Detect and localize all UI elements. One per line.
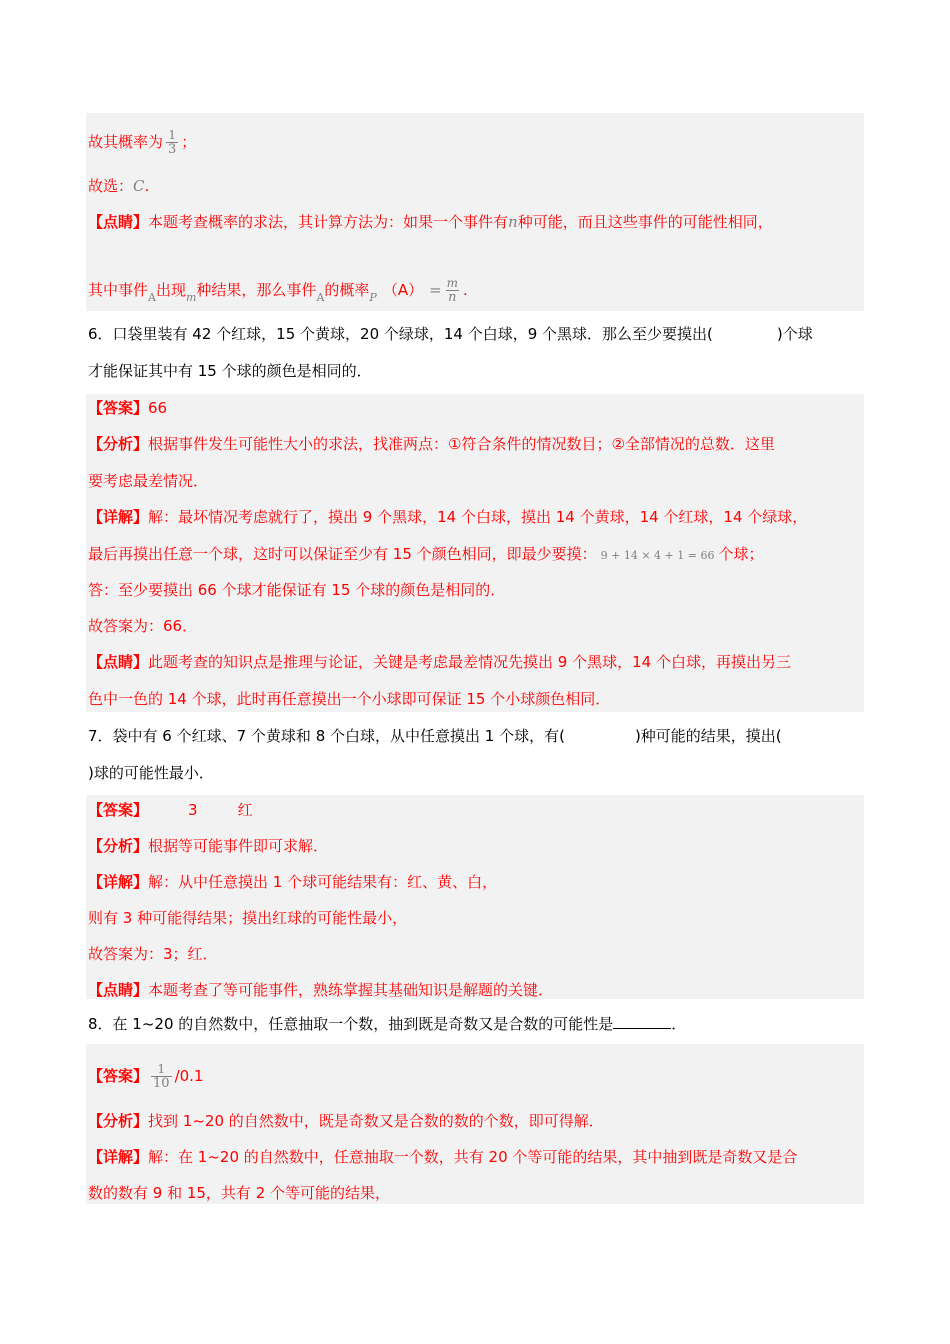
fraction-m-over-n: $\frac{m}{n}$	[446, 276, 459, 305]
q8-analysis-line: 【分析】找到 1~20 的自然数中，既是奇数又是合数的数的个数，即可得解．	[88, 1112, 604, 1130]
q6-detail-line-2: 最后再摸出任意一个球，这时可以保证至少有 15 个颜色相同，即最少要摸： 9 + 14 × 4 + 1 = 66 个球；	[88, 545, 764, 563]
q6-question-line-2: 才能保证其中有 15 个球的颜色是相同的．	[88, 362, 372, 380]
q7-answer-line: 【答案】 3 红	[88, 801, 253, 819]
q8-question-line: 8．在 1~20 的自然数中，任意抽取一个数，抽到既是奇数又是合数的可能性是 ．	[88, 1015, 687, 1033]
q6-analysis-line-2: 要考虑最差情况．	[88, 472, 209, 490]
q6-note-line-2: 色中一色的 14 个球，此时再任意摸出一个小球即可保证 15 个小球颜色相同．	[88, 690, 611, 708]
q6-answer-line: 【答案】66	[88, 399, 168, 417]
solution-block-q7	[86, 795, 864, 999]
q7-detail-line-2: 则有 3 种可能得结果；摸出红球的可能性最小，	[88, 909, 408, 927]
q5-note-line-2: 其中事件$_A$出现$_m$种结果，那么事件$_A$的概率$_P$ （A） = $\frac{m}{n}$ .	[88, 276, 468, 305]
q7-note-line: 【点睛】本题考查了等可能事件，熟练掌握其基础知识是解题的关键．	[88, 981, 554, 999]
q6-question-line-1: 6．口袋里装有 42 个红球，15 个黄球，20 个绿球，14 个白球，9 个黑球．那么至少要摸出( )个球	[88, 325, 813, 343]
q5-probability-line: 故其概率为 $\frac{1}{3}$ ；	[88, 128, 197, 157]
q6-detail-line-4: 故答案为：66．	[88, 617, 198, 635]
answer-blank	[613, 1014, 671, 1029]
q6-analysis-line-1: 【分析】根据事件发生可能性大小的求法，找准两点：①符合条件的情况数目；②全部情况的总数．这里	[88, 435, 775, 453]
q6-detail-line-3: 答：至少要摸出 66 个球才能保证有 15 个球的颜色是相同的．	[88, 581, 506, 599]
q7-detail-line-3: 故答案为：3；红．	[88, 945, 218, 963]
q7-analysis-line: 【分析】根据等可能事件即可求解．	[88, 837, 329, 855]
q5-note-line-1: 【点睛】本题考查概率的求法，其计算方法为：如果一个事件有n种可能，而且这些事件的可能性相同，	[88, 213, 773, 231]
q5-choice-line: 故选：C.	[88, 177, 150, 195]
q7-detail-line-1: 【详解】解：从中任意摸出 1 个球可能结果有：红、黄、白，	[88, 873, 498, 891]
q8-detail-line-2: 数的数有 9 和 15，共有 2 个等可能的结果，	[88, 1184, 391, 1202]
q7-question-line-2: )球的可能性最小．	[88, 764, 214, 782]
q8-detail-line-1: 【详解】解：在 1~20 的自然数中，任意抽取一个数，共有 20 个等可能的结果，其中抽到既是奇数又是合	[88, 1148, 798, 1166]
q6-detail-line-1: 【详解】解：最坏情况考虑就行了，摸出 9 个黑球，14 个白球，摸出 14 个黄球，14 个红球，14 个绿球，	[88, 508, 808, 526]
fraction-one-third: $\frac{1}{3}$	[168, 128, 177, 157]
q8-answer-line: 【答案】 $\frac{1}{10}$ /0.1	[88, 1062, 204, 1091]
q7-question-line-1: 7．袋中有 6 个红球、7 个黄球和 8 个白球，从中任意摸出 1 个球，有( )种可能的结果，摸出(	[88, 727, 782, 745]
calculation-expression: 9 + 14 × 4 + 1 = 66	[600, 549, 715, 562]
q6-note-line-1: 【点睛】此题考查的知识点是推理与论证，关键是考虑最差情况先摸出 9 个黑球，14 个白球，再摸出另三	[88, 653, 791, 671]
fraction-one-tenth: $\frac{1}{10}$	[153, 1062, 170, 1091]
